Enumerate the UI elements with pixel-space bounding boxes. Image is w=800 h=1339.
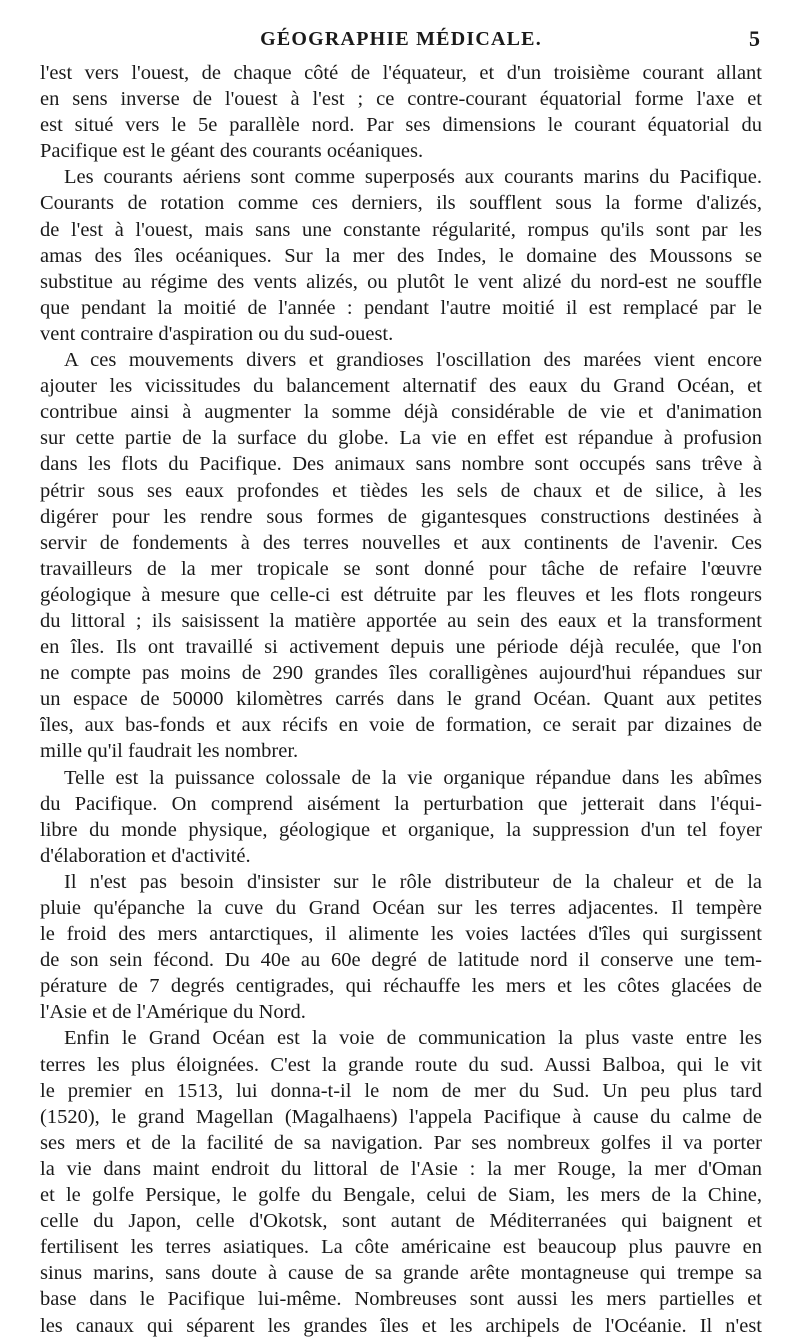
text-line: l'est vers l'ouest, de chaque côté de l'équateur, et d'un troisième courant allant — [40, 62, 762, 84]
text-line: du Pacifique. On comprend aisément la perturbation que jetterait dans l'équi- — [40, 792, 762, 815]
text-line: libre du monde physique, géologique et organique, la suppression d'un tel foyer — [40, 818, 762, 841]
text-line: et le golfe Persique, le golfe du Bengale, celui de Siam, les mers de la Chine, — [40, 1184, 762, 1207]
text-line: pétrir sous ses eaux profondes et tièdes les sels de chaux et de silice, à les — [40, 479, 762, 502]
text-line: ses mers et de la facilité de sa navigation. Par ses nombreux golfes il va porter — [40, 1131, 762, 1154]
text-line: travailleurs de la mer tropicale se sont donné pour tâche de refaire l'œuvre — [40, 557, 762, 580]
text-line: du littoral ; ils saisissent la matière apportée au sein des eaux et la transforment — [40, 609, 762, 632]
text-line: substitue au régime des vents alizés, ou plutôt le vent alizé du nord-est ne souffle — [40, 270, 762, 293]
text-line: le froid des mers antarctiques, il alimente les voies lactées d'îles qui surgissent — [40, 923, 762, 946]
text-line: A ces mouvements divers et grandioses l'oscillation des marées vient encore — [64, 349, 762, 372]
text-line: celle du Japon, celle d'Okotsk, sont autant de Méditerranées qui baignent et — [40, 1210, 762, 1233]
text-line: mille qu'il faudrait les nombrer. — [40, 740, 299, 763]
text-line: servir de fondements à des terres nouvelles et aux continents de l'avenir. Ces — [40, 531, 762, 554]
text-line: Courants de rotation comme ces derniers, ils soufflent sous la forme d'alizés, — [40, 192, 762, 215]
text-line: Les courants aériens sont comme superposés aux courants marins du Pacifique. — [64, 166, 762, 189]
running-title: GÉOGRAPHIE MÉDICALE. — [260, 28, 542, 50]
text-line: est situé vers le 5e parallèle nord. Par ses dimensions le courant équatorial du — [40, 114, 762, 137]
text-line: en îles. Ils ont travaillé si activement depuis une période déjà reculée, que l'on — [40, 636, 762, 659]
text-line: amas des îles océaniques. Sur la mer des Indes, le domaine des Moussons se — [40, 244, 762, 267]
text-line: (1520), le grand Magellan (Magalhaens) l'appela Pacifique à cause du calme de — [40, 1105, 762, 1128]
text-line: ajouter les vicissitudes du balancement alternatif des eaux du Grand Océan, et — [40, 375, 762, 398]
text-line: contribue ainsi à augmenter la somme déjà considérable de vie et d'animation — [40, 401, 762, 424]
page-number: 5 — [749, 26, 760, 51]
text-line: base dans le Pacifique lui-même. Nombreuses sont aussi les mers partielles et — [40, 1288, 762, 1311]
text-line: pérature de 7 degrés centigrades, qui réchauffe les mers et les côtes glacées de — [40, 975, 762, 998]
text-line: de l'est à l'ouest, mais sans une constante régularité, rompus qu'ils sont par les — [40, 218, 762, 241]
text-line: Pacifique est le géant des courants océaniques. — [40, 140, 424, 163]
text-line: en sens inverse de l'ouest à l'est ; ce contre-courant équatorial forme l'axe et — [40, 88, 762, 111]
text-line: digérer pour les rendre sous formes de gigantesques constructions destinées à — [40, 505, 762, 528]
text-line: d'élaboration et d'activité. — [40, 844, 251, 867]
text-line: ne compte pas moins de 290 grandes îles coralligènes aujourd'hui répandues sur — [40, 662, 762, 685]
text-line: Enfin le Grand Océan est la voie de communication la plus vaste entre les — [64, 1027, 762, 1050]
text-line: un espace de 50000 kilomètres carrés dans le grand Océan. Quant aux petites — [40, 688, 762, 711]
text-line: que pendant la moitié de l'année : pendant l'autre moitié il est remplacé par le — [40, 296, 762, 319]
text-line: sinus marins, sans doute à cause de sa grande arête montagneuse qui trempe sa — [40, 1262, 762, 1285]
text-line: Il n'est pas besoin d'insister sur le rôle distributeur de la chaleur et de la — [64, 870, 762, 893]
text-line: de son sein fécond. Du 40e au 60e degré de latitude nord il conserve une tem- — [40, 949, 762, 972]
text-line: les canaux qui séparent les grandes îles et les archipels de l'Océanie. Il n'est — [40, 1314, 762, 1337]
book-page — [40, 0, 762, 1337]
text-line: la vie dans maint endroit du littoral de l'Asie : la mer Rouge, la mer d'Oman — [40, 1157, 762, 1180]
text-line: îles, aux bas-fonds et aux récifs en voie de formation, ce serait par dizaines de — [40, 714, 762, 737]
text-line: fertilisent les terres asiatiques. La côte américaine est beaucoup plus pauvre en — [40, 1236, 762, 1259]
text-line: terres les plus éloignées. C'est la grande route du sud. Aussi Balboa, qui le vit — [40, 1053, 762, 1076]
text-line: dans les flots du Pacifique. Des animaux sans nombre sont occupés sans trêve à — [40, 453, 762, 476]
text-line: géologique à mesure que celle-ci est détruite par les fleuves et les flots rongeurs — [40, 583, 762, 606]
text-line: Telle est la puissance colossale de la vie organique répandue dans les abîmes — [64, 766, 762, 789]
text-line: vent contraire d'aspiration ou du sud-ouest. — [40, 322, 394, 345]
running-head — [40, 26, 762, 56]
text-line: pluie qu'épanche la cuve du Grand Océan sur les terres adjacentes. Il tempère — [40, 897, 762, 919]
text-line: le premier en 1513, lui donna-t-il le nom de mer du Sud. Un peu plus tard — [40, 1079, 762, 1102]
body-text — [40, 60, 762, 1339]
text-line: sur cette partie de la surface du globe. La vie en effet est répandue à profusion — [40, 427, 762, 450]
text-line: l'Asie et de l'Amérique du Nord. — [40, 1001, 306, 1024]
